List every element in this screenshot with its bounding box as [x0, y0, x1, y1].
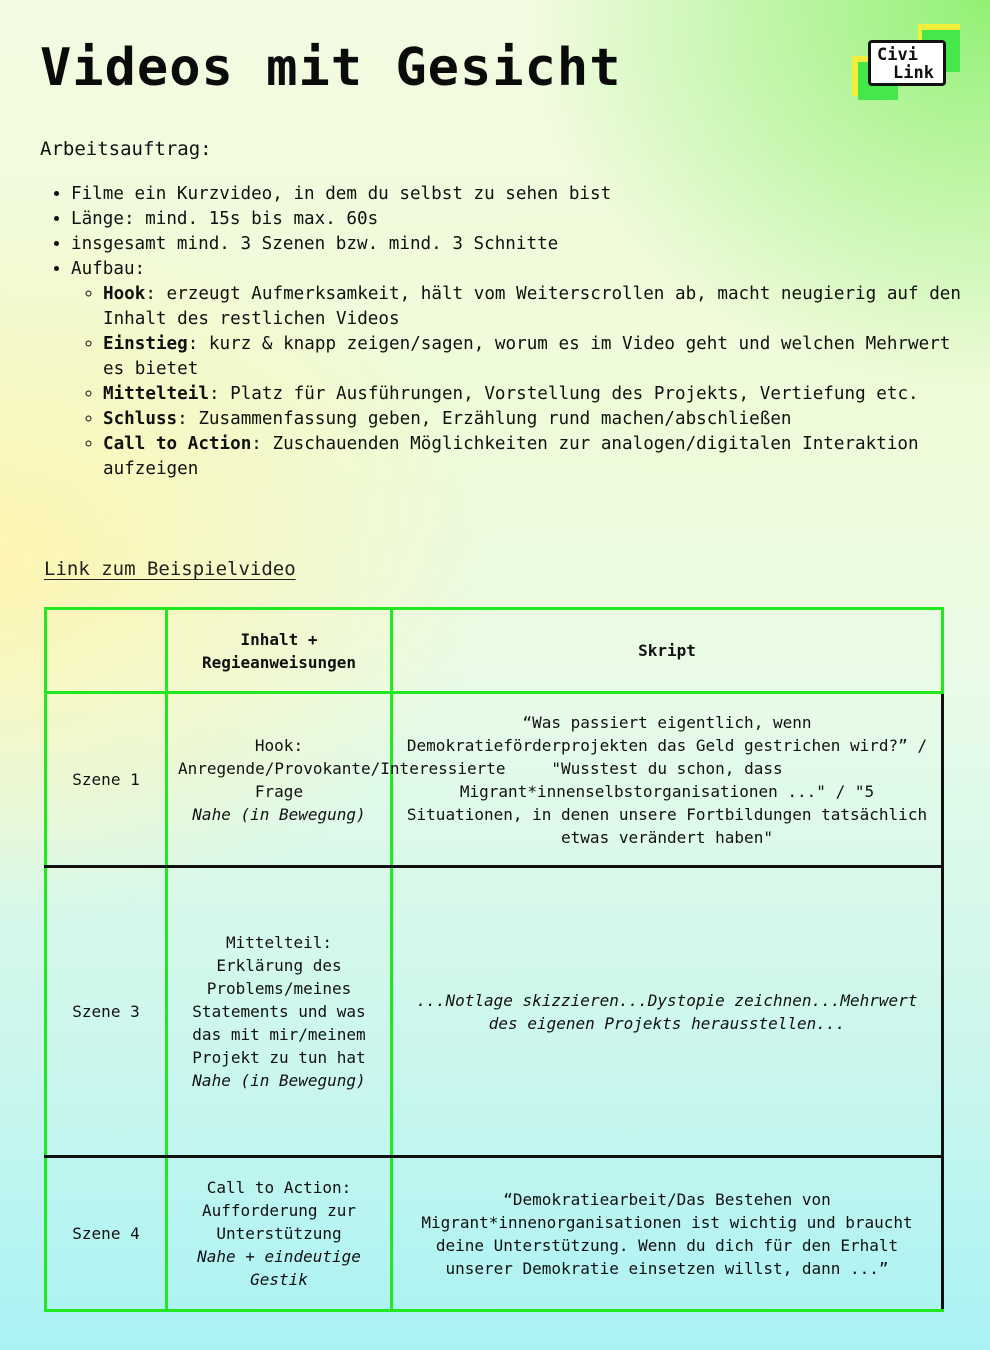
scene-content	[167, 693, 506, 867]
structure-item	[103, 407, 971, 432]
direction-text: Nahe (in Bewegung)	[192, 804, 366, 824]
table-row	[46, 867, 943, 1157]
direction-text: Nahe + eindeutige Gestik	[197, 1247, 361, 1289]
structure-item	[103, 432, 971, 482]
logo-line-2: Link	[893, 63, 934, 83]
header-script: Skript	[392, 609, 943, 693]
scene-script: ...Notlage skizzieren...Dystopie zeichnen...Mehrwert des eigenen Projekts herausstellen...	[392, 867, 943, 1157]
scene-label: Szene 1	[46, 693, 167, 867]
task-item: • insgesamt mind. 3 Szenen bzw. mind. 3 Schnitte	[71, 232, 971, 257]
structure-item	[103, 382, 971, 407]
scene-label: Szene 4	[46, 1157, 167, 1311]
scene-content	[167, 1157, 392, 1311]
table-row	[46, 1157, 943, 1311]
table-header-row	[46, 609, 943, 693]
page-title: Videos mit Gesicht	[40, 38, 622, 98]
scene-label: Szene 3	[46, 867, 167, 1157]
logo-line-1: Civi	[877, 45, 918, 65]
assignment-heading: Arbeitsauftrag:	[40, 138, 212, 160]
task-list	[40, 182, 971, 482]
example-video-link[interactable]: Link zum Beispielvideo	[44, 558, 296, 580]
header-scene	[46, 609, 167, 693]
direction-text: Nahe (in Bewegung)	[192, 1071, 366, 1090]
structure-label: Aufbau:	[71, 259, 146, 279]
structure-term: Schluss	[103, 409, 178, 429]
scene-script: “Was passiert eigentlich, wenn Demokratieförderprojekten das Geld gestrichen wird?” / "Wusstest du schon, dass Migrant*innenselbstorganisationen ..." / "5 Situationen, in denen unsere Fortbildungen tatsächlich etwas verändert haben"	[392, 693, 943, 867]
task-item: • Länge: mind. 15s bis max. 60s	[71, 207, 971, 232]
scene-content	[167, 867, 392, 1157]
structure-item	[103, 282, 971, 332]
content-text: Call to Action: Aufforderung zur Unterstützung	[201, 1178, 357, 1243]
structure-text: : Platz für Ausführungen, Vorstellung des Projekts, Vertiefung etc.	[208, 384, 919, 404]
structure-text: : kurz & knapp zeigen/sagen, worum es im Video geht und welchen Mehrwert es bietet	[103, 334, 951, 379]
script-table	[44, 607, 944, 1312]
structure-list	[71, 282, 971, 482]
content-text: Hook: Anregende/Provokante/Interessierte Frage	[178, 735, 506, 801]
scene-script: “Demokratiearbeit/Das Bestehen von Migrant*innenorganisationen ist wichtig und braucht deine Unterstützung. Wenn du dich für den Erhalt unserer Demokratie einsetzen willst, dann ...”	[392, 1157, 943, 1311]
task-item: • Filme ein Kurzvideo, in dem du selbst zu sehen bist	[71, 182, 971, 207]
structure-item	[103, 332, 971, 382]
structure-text: : Zusammenfassung geben, Erzählung rund machen/abschließen	[177, 409, 792, 429]
structure-term: Mittelteil	[103, 384, 209, 404]
logo-wordmark	[868, 40, 946, 86]
civilink-logo	[848, 22, 966, 104]
table-row	[46, 693, 943, 867]
structure-term: Call to Action	[103, 434, 252, 454]
structure-text: : Zuschauenden Möglichkeiten zur analogen/digitalen Interaktion aufzeigen	[103, 434, 919, 479]
header-content: Inhalt + Regieanweisungen	[167, 609, 392, 693]
content-text: Mittelteil: Erklärung des Problems/meines Statements und was das mit mir/meinem Projekt zu tun hat	[192, 933, 366, 1067]
structure-term: Hook	[103, 284, 146, 304]
task-item-structure	[71, 257, 971, 482]
structure-term: Einstieg	[103, 334, 188, 354]
structure-text: : erzeugt Aufmerksamkeit, hält vom Weiterscrollen ab, macht neugierig auf den Inhalt des restlichen Videos	[103, 284, 961, 329]
